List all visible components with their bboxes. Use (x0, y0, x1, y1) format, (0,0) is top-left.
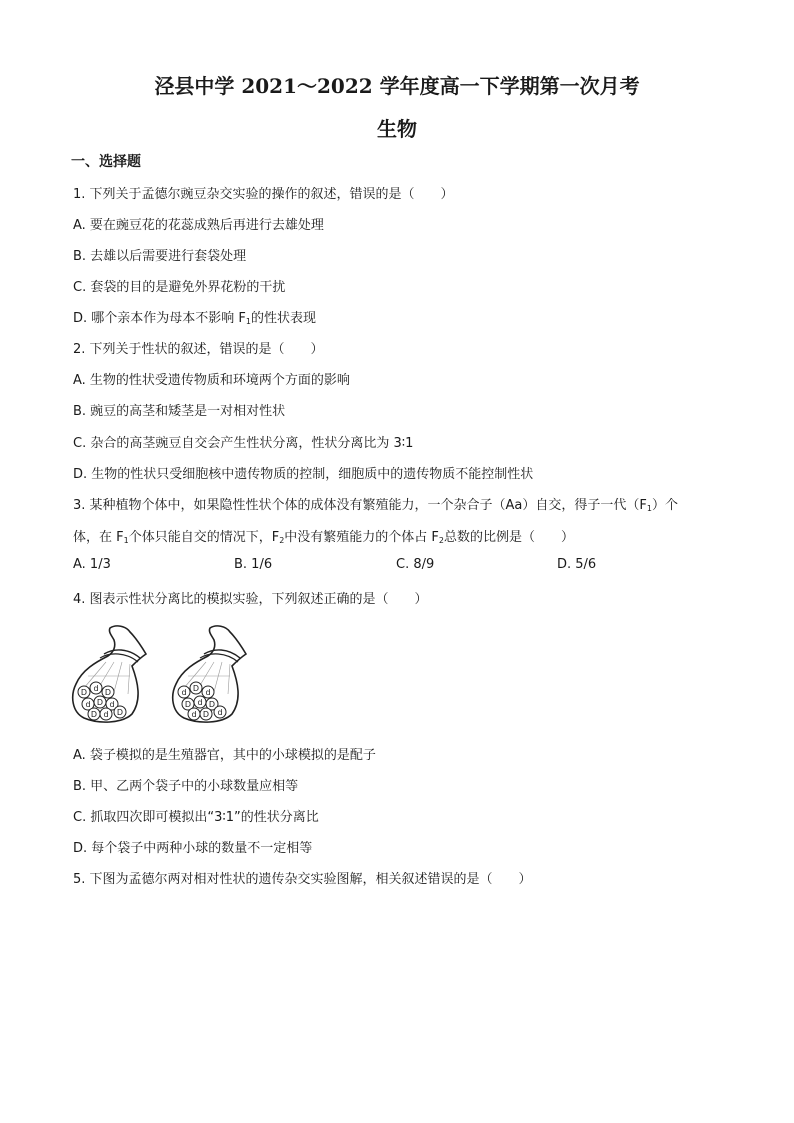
question-4-stem: 4. 图表示性状分离比的模拟实验，下列叙述正确的是（ ） (73, 592, 428, 607)
ball-label-lower: d (197, 698, 203, 707)
ball-label-lower: d (103, 710, 109, 719)
ball-label-lower: d (217, 708, 223, 717)
ball-label-lower: d (109, 700, 115, 709)
question-5-stem: 5. 下图为孟德尔两对相对性状的遗传杂交实验图解，相关叙述错误的是（ ） (73, 872, 532, 887)
ball-label-lower: d (85, 700, 91, 709)
question-2-option-c: C. 杂合的高茎豌豆自交会产生性状分离，性状分离比为 3∶1 (73, 436, 414, 451)
q3-subscript: 2 (438, 536, 445, 545)
ball-label-upper: D (208, 700, 216, 709)
question-1-option-d (73, 307, 316, 326)
ball-label-lower: d (191, 710, 197, 719)
q3-text: 个体只能自交的情况下，F (128, 530, 280, 545)
bag-right (173, 626, 246, 722)
question-4-option-c: C. 抓取四次即可模拟出“3∶1”的性状分离比 (73, 810, 319, 825)
ball-label-upper: D (80, 688, 88, 697)
bags-figure (70, 622, 260, 730)
ball-label-upper: D (202, 710, 210, 719)
question-4-option-a: A. 袋子模拟的是生殖器官，其中的小球模拟的是配子 (73, 748, 376, 763)
question-2-option-d: D. 生物的性状只受细胞核中遗传物质的控制，细胞质中的遗传物质不能控制性状 (73, 467, 534, 482)
page-title: 泾县中学 2021～2022 学年度高一下学期第一次月考 (154, 74, 640, 98)
q1-d-text: D. 哪个亲本作为母本不影响 F (73, 311, 246, 326)
q3-text: 3. 某种植物个体中，如果隐性性状个体的成体没有繁殖能力，一个杂合子（Aa）自交，得子一代（F (73, 498, 647, 513)
q3-subscript: 2 (279, 536, 285, 545)
question-3-option-b: B. 1/6 (234, 557, 273, 572)
subject-title: 生物 (377, 117, 417, 141)
ball-label-lower: d (181, 688, 187, 697)
q1-d-subscript: 1 (245, 317, 251, 326)
q1-d-text-end: 的性状表现 (250, 311, 316, 326)
ball-label-upper: D (184, 700, 192, 709)
question-3-option-c: C. 8/9 (396, 557, 435, 572)
question-1-option-a: A. 要在豌豆花的花蕊成熟后再进行去雄处理 (73, 218, 324, 233)
question-3-stem-line2 (73, 526, 574, 545)
question-3-option-d: D. 5/6 (557, 557, 597, 572)
ball-label-upper: D (96, 698, 104, 707)
bag-left (73, 626, 146, 722)
q3-text: 体，在 F (73, 530, 124, 545)
q3-subscript: 1 (646, 504, 652, 513)
q3-text: 总数的比例是（ ） (444, 530, 575, 545)
question-4-option-b: B. 甲、乙两个袋子中的小球数量应相等 (73, 779, 299, 794)
q3-text-end: ）个 (651, 498, 678, 513)
ball-label-upper: D (192, 684, 200, 693)
section-heading: 一、选择题 (71, 154, 141, 170)
bag-illustration (70, 622, 260, 726)
ball-label-lower: d (205, 688, 211, 697)
question-2-option-a: A. 生物的性状受遗传物质和环境两个方面的影响 (73, 373, 350, 388)
question-2-stem: 2. 下列关于性状的叙述，错误的是（ ） (73, 342, 324, 357)
question-3-option-a: A. 1/3 (73, 557, 111, 572)
q3-text: 中没有繁殖能力的个体占 F (284, 530, 439, 545)
ball-label-upper: D (104, 688, 112, 697)
question-1-option-c: C. 套袋的目的是避免外界花粉的干扰 (73, 280, 286, 295)
ball-label-upper: D (116, 708, 124, 717)
ball-label-upper: D (90, 710, 98, 719)
ball-label-lower: d (93, 684, 99, 693)
question-4-option-d: D. 每个袋子中两种小球的数量不一定相等 (73, 841, 313, 856)
question-1-stem: 1. 下列关于孟德尔豌豆杂交实验的操作的叙述，错误的是（ ） (73, 187, 454, 202)
question-2-option-b: B. 豌豆的高茎和矮茎是一对相对性状 (73, 404, 286, 419)
question-3-stem-line1 (73, 494, 678, 513)
question-1-option-b: B. 去雄以后需要进行套袋处理 (73, 249, 247, 264)
q3-subscript: 1 (123, 536, 129, 545)
